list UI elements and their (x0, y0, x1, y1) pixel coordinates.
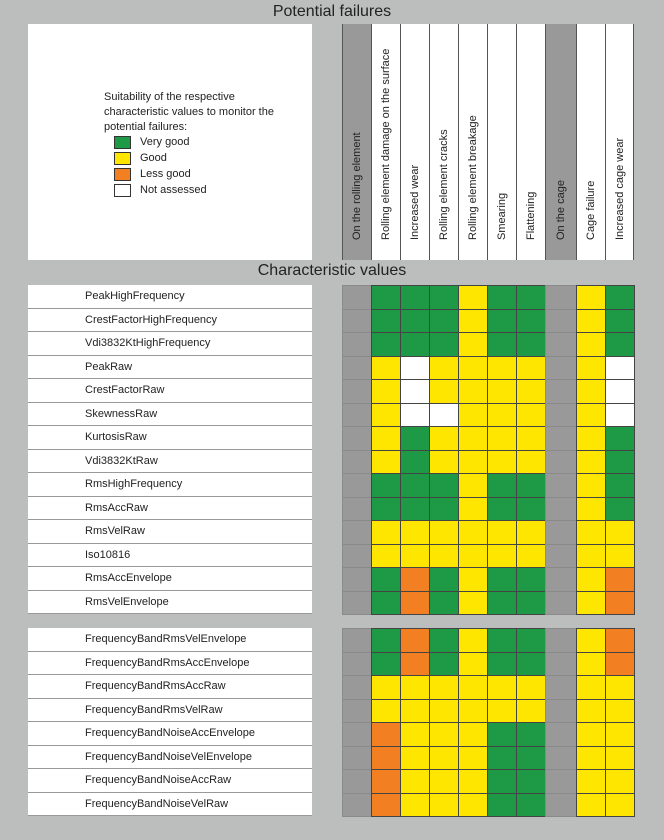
heatmap-cell (429, 520, 459, 545)
column-header-label: Flattening (525, 191, 537, 240)
column-header-label: On the cage (555, 180, 567, 240)
heatmap-cell (342, 426, 372, 451)
heatmap-cell (371, 426, 401, 451)
heatmap-cell (605, 450, 635, 475)
heatmap-cell (516, 769, 546, 794)
column-header-label: Rolling element cracks (438, 129, 450, 240)
heatmap-cell (400, 544, 430, 569)
heatmap-cell (429, 699, 459, 724)
heatmap-cell (371, 356, 401, 381)
row-label: FrequencyBandNoiseAccEnvelope (28, 722, 312, 746)
heatmap-cell (342, 675, 372, 700)
heatmap-cell (458, 403, 488, 428)
heatmap-cell (400, 652, 430, 677)
row-label: RmsAccEnvelope (28, 567, 312, 591)
heatmap-cell (545, 567, 577, 592)
row-label: KurtosisRaw (28, 426, 312, 450)
row-label: Vdi3832KtRaw (28, 450, 312, 474)
heatmap-cell (545, 652, 577, 677)
heatmap-cell (545, 356, 577, 381)
row-label: FrequencyBandRmsAccEnvelope (28, 652, 312, 676)
heatmap-cell (516, 309, 546, 334)
heatmap-cell (487, 473, 517, 498)
legend-label: Not assessed (140, 184, 207, 196)
heatmap-cell (458, 591, 488, 616)
heatmap-cell (487, 544, 517, 569)
heatmap-cell (576, 426, 606, 451)
heatmap-cell (400, 567, 430, 592)
legend-description: Suitability of the respective characteristic values to monitor the potential failures: (104, 91, 274, 133)
heatmap-cell (400, 769, 430, 794)
heatmap-cell (605, 567, 635, 592)
heatmap-cell (487, 793, 517, 818)
heatmap-cell (429, 285, 459, 310)
heatmap-cell (400, 403, 430, 428)
heatmap-cell (400, 450, 430, 475)
heatmap-cell (516, 426, 546, 451)
heatmap-cell (400, 793, 430, 818)
heatmap-cell (487, 722, 517, 747)
heatmap-cell (605, 722, 635, 747)
heatmap-cell (516, 628, 546, 653)
heatmap-cell (605, 403, 635, 428)
row-label: FrequencyBandNoiseVelEnvelope (28, 746, 312, 770)
heatmap-cell (458, 426, 488, 451)
heatmap-cell (605, 652, 635, 677)
legend-swatch (114, 136, 131, 149)
heatmap-cell (576, 379, 606, 404)
heatmap-cell (487, 309, 517, 334)
heatmap-cell (342, 567, 372, 592)
heatmap-cell (516, 403, 546, 428)
heatmap-cell (487, 285, 517, 310)
heatmap-cell (516, 567, 546, 592)
row-label: CrestFactorHighFrequency (28, 309, 312, 333)
heatmap-cell (576, 309, 606, 334)
legend-swatch (114, 168, 131, 181)
heatmap-cell (458, 520, 488, 545)
heatmap-cell (516, 356, 546, 381)
column-header (516, 24, 545, 260)
row-label: FrequencyBandRmsVelEnvelope (28, 628, 312, 652)
row-label: FrequencyBandNoiseAccRaw (28, 769, 312, 793)
heatmap-cell (429, 426, 459, 451)
heatmap-cell (516, 285, 546, 310)
heatmap-cell (429, 309, 459, 334)
heatmap-cell (605, 285, 635, 310)
heatmap-cell (400, 591, 430, 616)
heatmap-cell (487, 652, 517, 677)
heatmap-cell (429, 567, 459, 592)
heatmap-cell (576, 450, 606, 475)
heatmap-cell (429, 591, 459, 616)
heatmap-cell (545, 285, 577, 310)
heatmap-cell (545, 497, 577, 522)
heatmap-cell (576, 652, 606, 677)
heatmap-cell (342, 520, 372, 545)
heatmap-cell (429, 769, 459, 794)
row-label: Vdi3832KtHighFrequency (28, 332, 312, 356)
heatmap-cell (516, 675, 546, 700)
heatmap-cell (371, 544, 401, 569)
heatmap-cell (429, 450, 459, 475)
column-header-label: Rolling element damage on the surface (380, 48, 392, 240)
column-header (371, 24, 400, 260)
heatmap-cell (458, 652, 488, 677)
heatmap-cell (545, 450, 577, 475)
heatmap-cell (371, 332, 401, 357)
heatmap-cell (487, 567, 517, 592)
heatmap-cell (342, 379, 372, 404)
heatmap-cell (342, 332, 372, 357)
column-header-label: Increased cage wear (613, 137, 626, 240)
heatmap-cell (576, 544, 606, 569)
heatmap-cell (605, 699, 635, 724)
heatmap-cell (576, 746, 606, 771)
heatmap-cell (576, 769, 606, 794)
heatmap-cell (487, 746, 517, 771)
heatmap-cell (487, 379, 517, 404)
heatmap-cell (605, 544, 635, 569)
heatmap-cell (605, 769, 635, 794)
heatmap-cell (605, 309, 635, 334)
heatmap-cell (487, 332, 517, 357)
heatmap-cell (371, 628, 401, 653)
heatmap-cell (400, 628, 430, 653)
heatmap-cell (342, 309, 372, 334)
potential-failures-title: Potential failures (272, 3, 392, 20)
column-header-label: Increased wear (409, 164, 421, 240)
heatmap-cell (605, 520, 635, 545)
heatmap-cell (429, 675, 459, 700)
heatmap-cell (458, 497, 488, 522)
heatmap-cell (487, 591, 517, 616)
heatmap-cell (545, 520, 577, 545)
heatmap-cell (545, 379, 577, 404)
row-label: FrequencyBandNoiseVelRaw (28, 793, 312, 817)
heatmap-cell (400, 675, 430, 700)
heatmap-cell (516, 722, 546, 747)
heatmap-cell (576, 497, 606, 522)
heatmap-cell (516, 746, 546, 771)
heatmap-cell (458, 379, 488, 404)
heatmap-cell (371, 591, 401, 616)
heatmap-cell (458, 769, 488, 794)
heatmap-cell (342, 699, 372, 724)
heatmap-cell (487, 497, 517, 522)
heatmap-cell (576, 722, 606, 747)
heatmap-cell (342, 746, 372, 771)
heatmap-cell (516, 450, 546, 475)
column-header-label: Smearing (496, 192, 508, 240)
row-label: PeakRaw (28, 356, 312, 380)
heatmap-cell (576, 520, 606, 545)
heatmap-cell (487, 769, 517, 794)
row-label: FrequencyBandRmsVelRaw (28, 699, 312, 723)
legend-label: Very good (140, 136, 190, 148)
heatmap-cell (371, 520, 401, 545)
heatmap-cell (487, 699, 517, 724)
heatmap-cell (545, 793, 577, 818)
heatmap-cell (545, 628, 577, 653)
heatmap-cell (429, 356, 459, 381)
heatmap-cell (371, 746, 401, 771)
row-label: RmsVelRaw (28, 520, 312, 544)
heatmap-cell (429, 497, 459, 522)
heatmap-cell (516, 793, 546, 818)
heatmap-cell (545, 591, 577, 616)
heatmap-cell (458, 793, 488, 818)
heatmap-cell (458, 722, 488, 747)
heatmap-cell (576, 591, 606, 616)
column-header (545, 24, 576, 260)
heatmap-cell (487, 356, 517, 381)
heatmap-cell (576, 285, 606, 310)
row-label: RmsVelEnvelope (28, 591, 312, 615)
row-label: RmsHighFrequency (28, 473, 312, 497)
heatmap-cell (487, 628, 517, 653)
legend-panel (28, 24, 312, 260)
heatmap-cell (458, 450, 488, 475)
heatmap-cell (371, 473, 401, 498)
heatmap-cell (371, 699, 401, 724)
heatmap-cell (342, 285, 372, 310)
heatmap-cell (371, 497, 401, 522)
heatmap-cell (576, 332, 606, 357)
heatmap-cell (487, 520, 517, 545)
heatmap-cell (605, 793, 635, 818)
column-header (576, 24, 605, 260)
heatmap-cell (576, 699, 606, 724)
column-header (458, 24, 487, 260)
heatmap-cell (371, 722, 401, 747)
heatmap-cell (487, 426, 517, 451)
heatmap-cell (400, 473, 430, 498)
heatmap-cell (342, 591, 372, 616)
heatmap-cell (429, 722, 459, 747)
column-header-label: On the rolling element (351, 132, 363, 240)
heatmap-cell (342, 793, 372, 818)
heatmap-cell (429, 746, 459, 771)
heatmap-cell (545, 769, 577, 794)
heatmap-cell (576, 567, 606, 592)
heatmap-cell (545, 746, 577, 771)
heatmap-cell (458, 332, 488, 357)
heatmap-cell (605, 591, 635, 616)
column-header (342, 24, 371, 260)
heatmap-cell (605, 356, 635, 381)
heatmap-cell (342, 497, 372, 522)
heatmap-cell (605, 746, 635, 771)
heatmap-cell (342, 769, 372, 794)
heatmap-cell (458, 544, 488, 569)
characteristic-values-title: Characteristic values (257, 262, 407, 279)
heatmap-cell (458, 746, 488, 771)
heatmap-cell (342, 652, 372, 677)
heatmap-cell (342, 544, 372, 569)
heatmap-cell (429, 793, 459, 818)
heatmap-cell (545, 309, 577, 334)
heatmap-cell (400, 379, 430, 404)
heatmap-cell (458, 356, 488, 381)
row-label: Iso10816 (28, 544, 312, 568)
heatmap-cell (576, 793, 606, 818)
heatmap-cell (576, 628, 606, 653)
heatmap-cell (429, 379, 459, 404)
heatmap-cell (516, 520, 546, 545)
heatmap-cell (516, 591, 546, 616)
heatmap-cell (400, 356, 430, 381)
heatmap-cell (429, 544, 459, 569)
heatmap-cell (371, 309, 401, 334)
heatmap-cell (545, 544, 577, 569)
heatmap-cell (576, 356, 606, 381)
heatmap-cell (371, 652, 401, 677)
row-label: FrequencyBandRmsAccRaw (28, 675, 312, 699)
heatmap-cell (545, 699, 577, 724)
heatmap-cell (458, 473, 488, 498)
heatmap-cell (516, 379, 546, 404)
heatmap-cell (458, 567, 488, 592)
heatmap-cell (400, 520, 430, 545)
heatmap-cell (342, 450, 372, 475)
heatmap-cell (545, 332, 577, 357)
heatmap-cell (429, 332, 459, 357)
heatmap-cell (605, 379, 635, 404)
heatmap-cell (371, 285, 401, 310)
heatmap-cell (576, 473, 606, 498)
heatmap-cell (487, 403, 517, 428)
heatmap-cell (429, 652, 459, 677)
row-label: CrestFactorRaw (28, 379, 312, 403)
heatmap-cell (487, 450, 517, 475)
column-header-label: Cage failure (585, 180, 597, 240)
legend-swatch (114, 184, 131, 197)
heatmap-cell (605, 473, 635, 498)
heatmap-cell (429, 628, 459, 653)
heatmap-cell (371, 793, 401, 818)
row-label: PeakHighFrequency (28, 285, 312, 309)
heatmap-cell (545, 675, 577, 700)
heatmap-cell (516, 652, 546, 677)
heatmap-cell (545, 473, 577, 498)
heatmap-cell (605, 426, 635, 451)
heatmap-cell (400, 746, 430, 771)
column-header-label: Rolling element breakage (467, 115, 479, 240)
heatmap-cell (605, 628, 635, 653)
heatmap-cell (458, 285, 488, 310)
heatmap-cell (342, 722, 372, 747)
row-label: SkewnessRaw (28, 403, 312, 427)
heatmap-cell (605, 675, 635, 700)
heatmap-cell (458, 628, 488, 653)
heatmap-cell (429, 403, 459, 428)
heatmap-cell (342, 628, 372, 653)
heatmap-cell (400, 497, 430, 522)
legend-swatch (114, 152, 131, 165)
heatmap-cell (605, 497, 635, 522)
heatmap-cell (545, 426, 577, 451)
heatmap-cell (516, 497, 546, 522)
row-label: RmsAccRaw (28, 497, 312, 521)
heatmap-cell (371, 450, 401, 475)
heatmap-cell (371, 769, 401, 794)
heatmap-cell (605, 332, 635, 357)
heatmap-cell (576, 403, 606, 428)
heatmap-cell (458, 675, 488, 700)
column-header (429, 24, 458, 260)
heatmap-cell (545, 403, 577, 428)
heatmap-cell (458, 309, 488, 334)
heatmap-cell (371, 379, 401, 404)
heatmap-cell (342, 356, 372, 381)
heatmap-cell (400, 332, 430, 357)
heatmap-cell (342, 473, 372, 498)
heatmap-cell (429, 473, 459, 498)
heatmap-cell (400, 722, 430, 747)
heatmap-cell (400, 285, 430, 310)
heatmap-cell (371, 675, 401, 700)
heatmap-cell (516, 544, 546, 569)
heatmap-cell (545, 722, 577, 747)
column-header (487, 24, 516, 260)
heatmap-cell (371, 403, 401, 428)
legend-label: Good (140, 152, 167, 164)
heatmap-cell (516, 332, 546, 357)
heatmap-cell (487, 675, 517, 700)
heatmap-cell (400, 699, 430, 724)
heatmap-cell (342, 403, 372, 428)
heatmap-cell (400, 309, 430, 334)
heatmap-cell (371, 567, 401, 592)
legend-label: Less good (140, 168, 191, 180)
heatmap-cell (516, 473, 546, 498)
column-header (400, 24, 429, 260)
heatmap-cell (516, 699, 546, 724)
heatmap-cell (576, 675, 606, 700)
column-header (605, 24, 634, 260)
heatmap-cell (400, 426, 430, 451)
heatmap-cell (458, 699, 488, 724)
